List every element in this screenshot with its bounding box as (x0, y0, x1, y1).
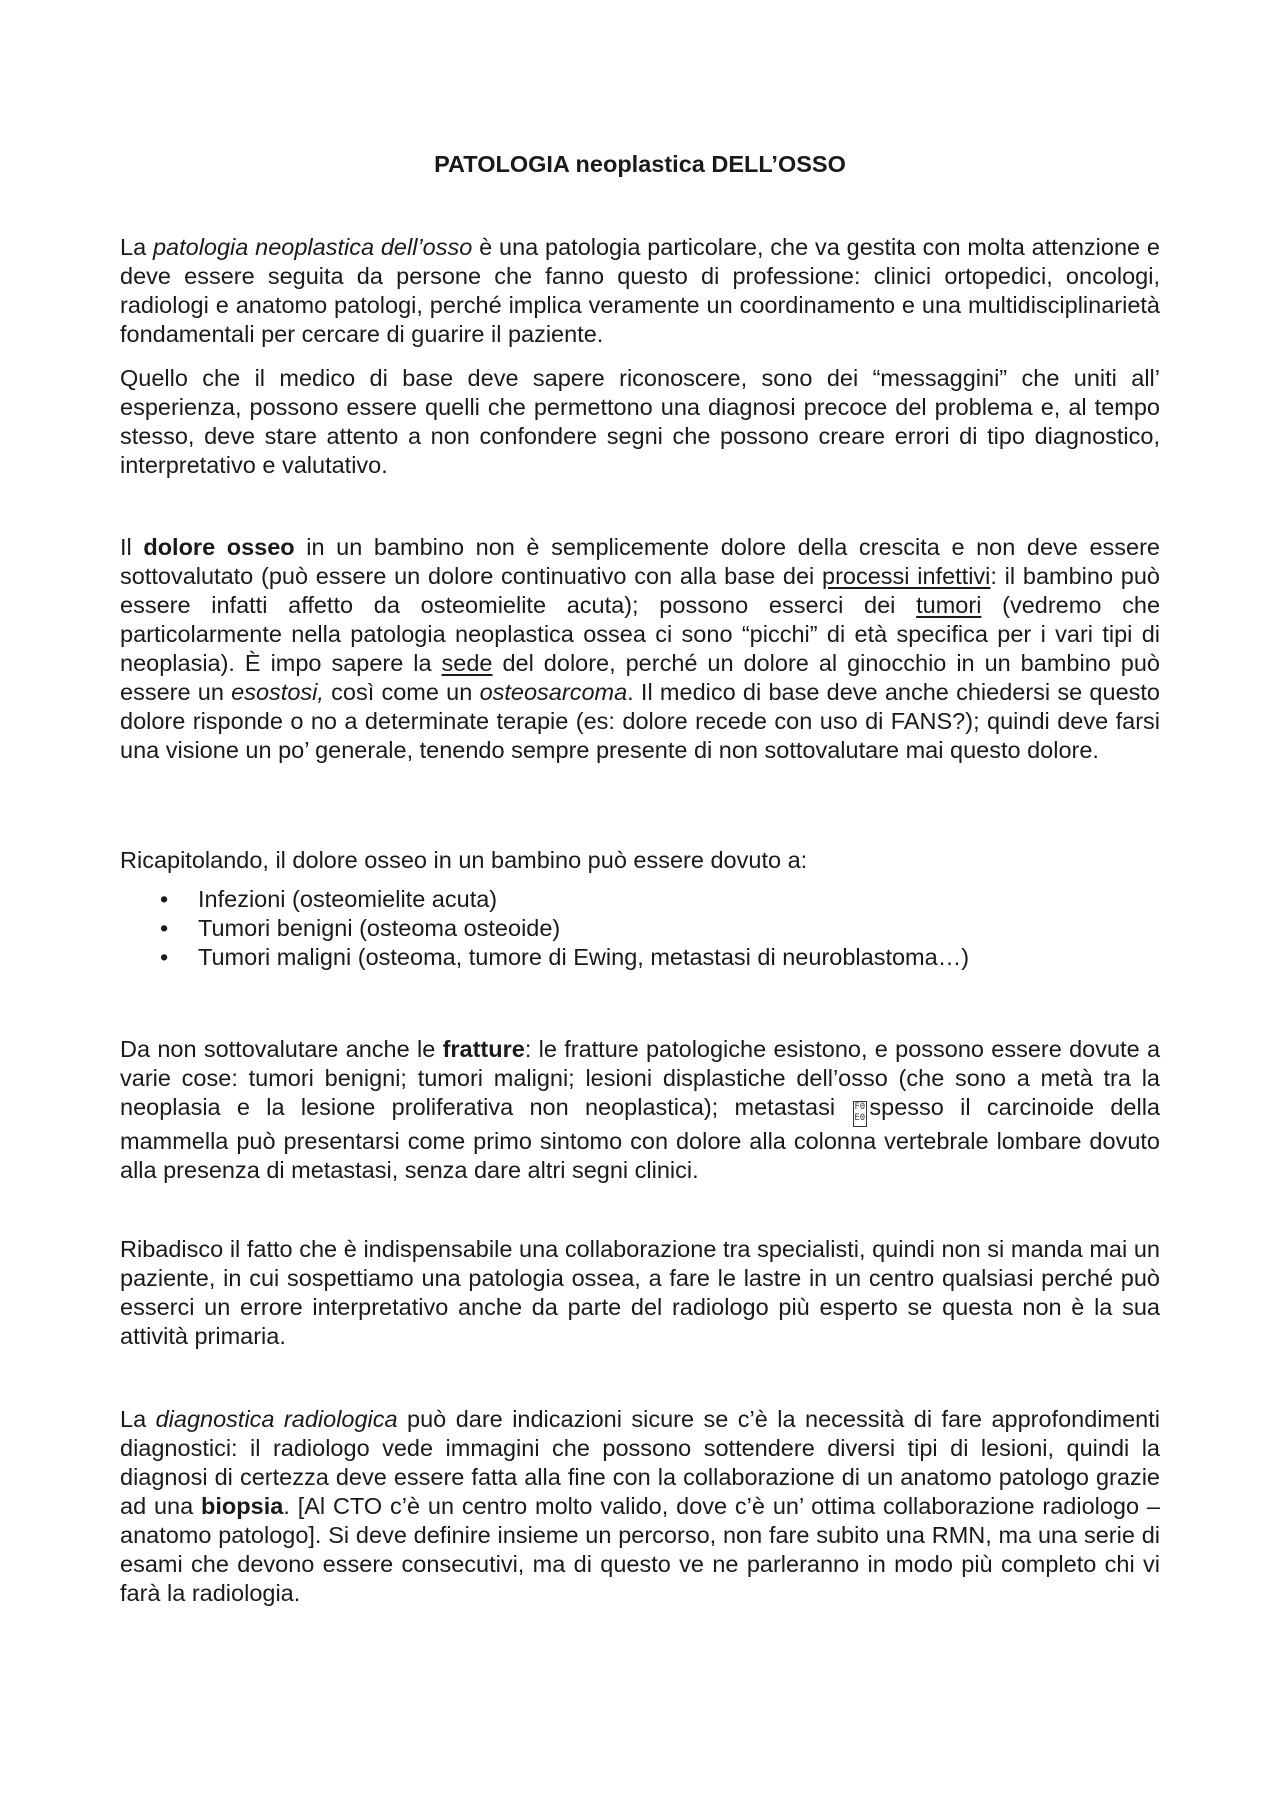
text-run: . [Al CTO c’è un centro molto valido, dove c’è un’ ottima collaborazione radiologo – anatomo patologo]. Si deve definire insieme un percorso, non fare subito una RMN, ma una serie di esami che devono essere consecutivi, ma di questo ve ne parleranno in modo più completo chi vi farà la radiologia. (120, 1493, 1160, 1606)
italic-term: esostosi, (231, 679, 324, 705)
glyph-code-top: F0 (854, 1102, 866, 1112)
text-run: La (120, 234, 153, 260)
text-run: spesso il carcinoide della mammella può presentarsi come primo sintomo con dolore alla colonna vertebrale lombare dovuto alla presenza di metastasi, senza dare altri segni clinici. (120, 1094, 1160, 1183)
list-item (120, 885, 1160, 914)
text-run: . Il medico di base deve anche chiedersi se questo dolore risponde o no a determinate terapie (es: dolore recede con uso di FANS?); quindi deve farsi una visione un po’ generale, tenendo sempre presente di non sottovalutare mai questo dolore. (120, 679, 1160, 763)
text-run: in un bambino non è semplicemente dolore della crescita e non deve essere sottovalutato (può essere un dolore continuativo con alla base dei (120, 534, 1160, 589)
list-item (120, 914, 1160, 943)
paragraph-intro (120, 233, 1160, 349)
text-run: (vedremo che particolarmente nella patologia neoplastica ossea ci sono “picchi” di età specifica per i vari tipi di neoplasia). È impo sapere la (120, 592, 1161, 676)
underlined-term: processi infettivi (822, 563, 991, 589)
text-run: è una patologia particolare, che va gestita con molta attenzione e deve essere seguita da persone che fanno questo di professione: clinici ortopedici, oncologi, radiologi e anatomo patologi, perché implica veramente un coordinamento e una multidisciplinarietà fondamentali per cercare di guarire il paziente. (120, 234, 1160, 347)
missing-glyph-icon (853, 1101, 867, 1127)
bold-term: dolore osseo (143, 534, 295, 560)
bold-term: biopsia (201, 1493, 284, 1519)
text-run: Il (120, 534, 144, 560)
paragraph-collaboration: Ribadisco il fatto che è indispensabile una collaborazione tra specialisti, quindi non si manda mai un paziente, in cui sospettiamo una patologia ossea, a fare le lastre in un centro qualsiasi perché può esserci un errore interpretativo anche da parte del radiologo più esperto se questa non è la sua attività primaria. (120, 1236, 1160, 1349)
page-title: PATOLOGIA neoplastica DELL’OSSO (434, 151, 846, 177)
list-item-text: Tumori benigni (osteoma osteoide) (198, 915, 561, 941)
italic-term: osteosarcoma (479, 679, 628, 705)
italic-term: patologia neoplastica dell’osso (152, 234, 473, 260)
underlined-term: tumori (916, 592, 982, 618)
list-item-text: Infezioni (osteomielite acuta) (198, 886, 498, 912)
paragraph-fractures (120, 1035, 1160, 1185)
bullet-icon: • (160, 944, 169, 970)
text-run: Da non sottovalutare anche le (120, 1036, 443, 1062)
list-item (120, 943, 1160, 972)
underlined-term: sede (441, 650, 493, 676)
paragraph-radiology (120, 1405, 1160, 1608)
paragraph-summary: Ricapitolando, il dolore osseo in un bambino può essere dovuto a: (120, 847, 808, 873)
bullet-icon: • (160, 915, 169, 941)
bold-term: fratture (442, 1036, 525, 1062)
paragraph-bone-pain (120, 533, 1160, 765)
text-run: La (120, 1406, 156, 1432)
paragraph-general-practitioner: Quello che il medico di base deve sapere riconoscere, sono dei “messaggini” che uniti all’ esperienza, possono essere quelli che permettono una diagnosi precoce del problema e, al tempo stesso, deve stare attento a non confondere segni che possono creare errori di tipo diagnostico, interpretativo e valutativo. (120, 365, 1160, 478)
glyph-code-bottom: E0 (854, 1113, 866, 1123)
text-run: : il bambino può essere infatti affetto da osteomielite acuta); possono esserci dei (120, 563, 1160, 618)
list-item-text: Tumori maligni (osteoma, tumore di Ewing, metastasi di neuroblastoma…) (198, 944, 970, 970)
text-run: : le fratture patologiche esistono, e possono essere dovute a varie cose: tumori benigni; tumori maligni; lesioni displastiche dell’osso (che sono a metà tra la neoplasia e la lesione proliferativa non neoplastica); metastasi (120, 1036, 1161, 1120)
text-run: così come un (323, 679, 480, 705)
bullet-icon: • (160, 886, 169, 912)
text-run: del dolore, perché un dolore al ginocchio in un bambino può essere un (120, 650, 1161, 705)
italic-term: diagnostica radiologica (155, 1406, 398, 1432)
causes-list (120, 885, 1160, 972)
text-run: può dare indicazioni sicure se c’è la necessità di fare approfondimenti diagnostici: il radiologo vede immagini che possono sottendere diversi tipi di lesioni, quindi la diagnosi di certezza deve essere fatta alla fine con la collaborazione di un anatomo patologo grazie ad una (120, 1406, 1160, 1519)
